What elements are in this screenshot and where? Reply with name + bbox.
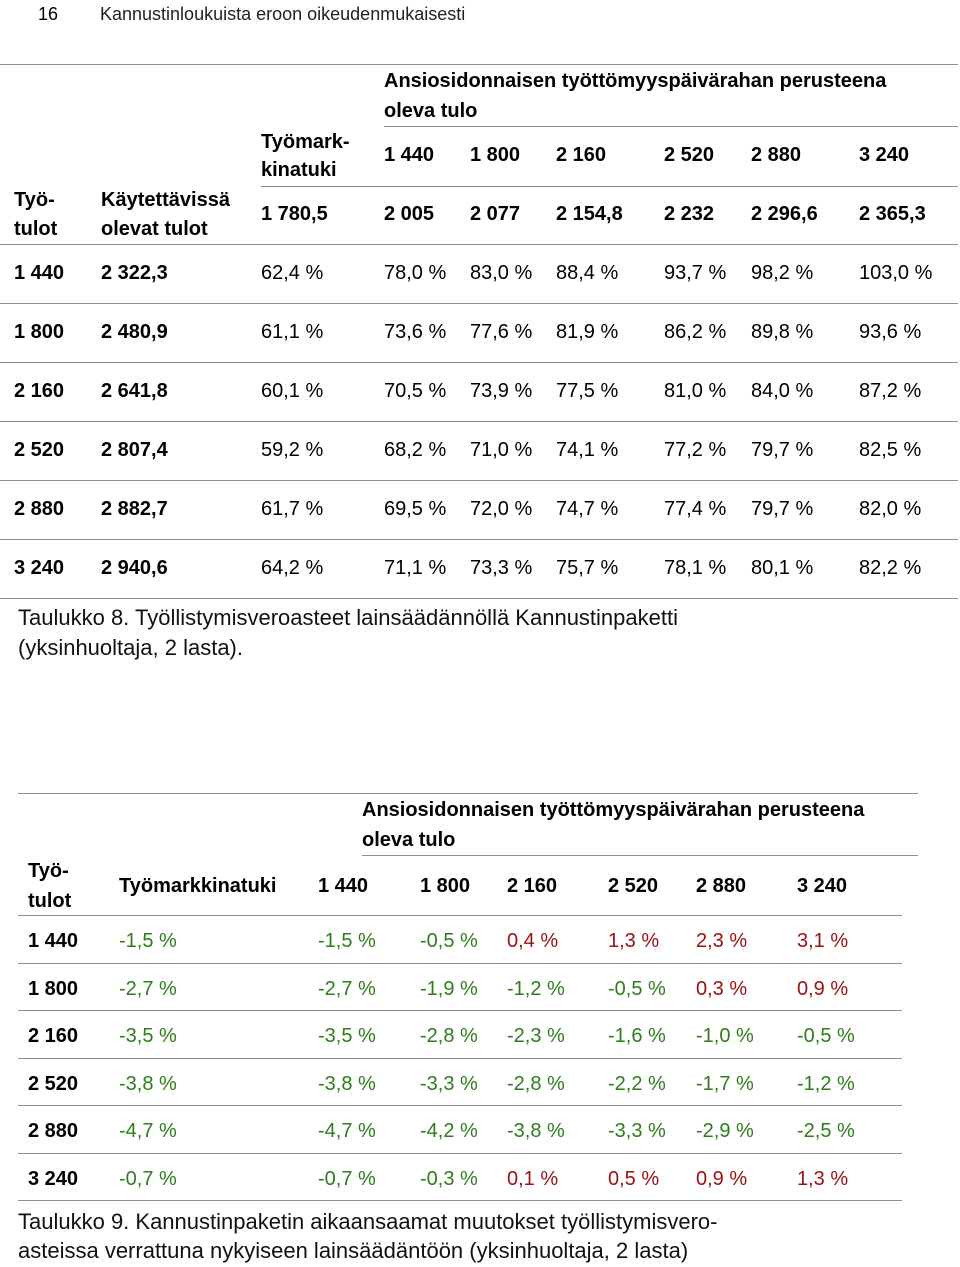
row-change-cell: -1,9 % (420, 977, 478, 1000)
income-col-header: 3 240 (859, 144, 910, 166)
row-rate-cell: 86,2 % (664, 321, 727, 343)
row-tyomark-change: -2,7 % (119, 977, 177, 1000)
income-available-value: 2 005 (384, 203, 435, 225)
row-tyomark-rate: 60,1 % (261, 380, 324, 402)
income-col-header: 2 880 (696, 875, 747, 897)
row-work-income: 2 160 (28, 1025, 79, 1047)
row-rate-cell: 69,5 % (384, 498, 447, 520)
header-group-line1: Ansiosidonnaisen työttömyyspäivärahan perusteena (362, 799, 865, 821)
income-col-header: 1 440 (318, 875, 369, 897)
row-change-cell: -0,5 % (797, 1025, 855, 1047)
row-rate-cell: 77,2 % (664, 439, 727, 461)
row-work-income: 1 440 (14, 262, 65, 284)
col-tyomark-line2: kinatuki (261, 159, 337, 181)
row-rate-cell: 70,5 % (384, 380, 447, 402)
row-change-cell: -0,5 % (608, 977, 666, 1000)
row-rate-cell: 77,4 % (664, 498, 727, 520)
table-8-caption-line2: (yksinhuoltaja, 2 lasta). (18, 635, 243, 660)
row-change-cell: -1,5 % (318, 930, 376, 952)
income-col-header: 1 440 (384, 144, 435, 166)
row-change-cell: 0,1 % (507, 1167, 559, 1190)
table-8-caption-line1: Taulukko 8. Työllistymisveroasteet lainsäädännöllä Kannustinpaketti (18, 605, 678, 630)
row-tyomark-change: -1,5 % (119, 930, 177, 952)
row-rate-cell: 74,1 % (556, 439, 619, 461)
income-available-value: 2 296,6 (751, 203, 818, 225)
row-work-income: 1 800 (14, 321, 65, 343)
row-tyomark-change: -0,7 % (119, 1167, 177, 1190)
income-col-header: 3 240 (797, 875, 848, 897)
row-available-income: 2 322,3 (101, 262, 168, 284)
row-available-income: 2 940,6 (101, 557, 168, 579)
row-available-income: 2 882,7 (101, 498, 168, 520)
row-change-cell: -0,5 % (420, 930, 478, 952)
table-rule (0, 421, 958, 422)
row-rate-cell: 78,1 % (664, 557, 727, 579)
row-work-income: 1 440 (28, 930, 79, 952)
row-tyomark-change: -3,5 % (119, 1025, 177, 1047)
income-col-header: 2 880 (751, 144, 802, 166)
row-change-cell: -4,2 % (420, 1120, 478, 1142)
table-rule (18, 1010, 902, 1011)
income-col-header: 2 160 (556, 144, 607, 166)
row-rate-cell: 79,7 % (751, 439, 814, 461)
col-kaytettavissa-line2: olevat tulot (101, 218, 208, 240)
row-change-cell: 0,9 % (696, 1167, 748, 1190)
table-rule (18, 1200, 902, 1201)
row-rate-cell: 80,1 % (751, 557, 814, 579)
table-rule (0, 64, 958, 65)
row-rate-cell: 73,6 % (384, 321, 447, 343)
header-group-line1: Ansiosidonnaisen työttömyyspäivärahan perusteena (384, 70, 887, 92)
row-change-cell: 0,5 % (608, 1167, 660, 1190)
row-change-cell: -1,2 % (797, 1072, 855, 1095)
col-tyomark-line1: Työmark- (261, 131, 350, 153)
row-rate-cell: 98,2 % (751, 262, 814, 284)
row-tyomark-rate: 62,4 % (261, 262, 324, 284)
row-change-cell: 3,1 % (797, 930, 849, 952)
row-change-cell: 2,3 % (696, 930, 748, 952)
row-rate-cell: 93,7 % (664, 262, 727, 284)
row-change-cell: -3,3 % (608, 1120, 666, 1142)
income-col-header: 2 160 (507, 875, 558, 897)
table-rule (18, 1105, 902, 1106)
row-rate-cell: 103,0 % (859, 262, 933, 284)
row-rate-cell: 77,6 % (470, 321, 533, 343)
row-rate-cell: 75,7 % (556, 557, 619, 579)
row-change-cell: 0,9 % (797, 977, 849, 1000)
table-rule (18, 915, 902, 916)
row-rate-cell: 71,0 % (470, 439, 533, 461)
col-kaytettavissa-line1: Käytettävissä (101, 189, 230, 211)
row-rate-cell: 79,7 % (751, 498, 814, 520)
table-rule (362, 855, 918, 856)
income-col-header: 1 800 (420, 875, 471, 897)
page-number: 16 (38, 4, 59, 24)
row-change-cell: 0,4 % (507, 930, 559, 952)
income-col-header: 1 800 (470, 144, 521, 166)
col-tyotulot-line2: tulot (28, 890, 72, 912)
col-tyotulot-line2: tulot (14, 218, 58, 240)
table-rule (18, 1058, 902, 1059)
row-tyomark-rate: 59,2 % (261, 439, 324, 461)
row-rate-cell: 77,5 % (556, 380, 619, 402)
table-rule (18, 963, 902, 964)
row-rate-cell: 84,0 % (751, 380, 814, 402)
row-tyomark-change: -4,7 % (119, 1120, 177, 1142)
row-available-income: 2 807,4 (101, 439, 168, 461)
income-available-value: 2 232 (664, 203, 715, 225)
row-work-income: 2 520 (14, 439, 65, 461)
row-tyomark-change: -3,8 % (119, 1072, 177, 1095)
row-work-income: 1 800 (28, 977, 79, 1000)
row-rate-cell: 83,0 % (470, 262, 533, 284)
row-change-cell: -2,5 % (797, 1120, 855, 1142)
row-work-income: 2 880 (28, 1120, 79, 1142)
row-change-cell: -0,3 % (420, 1167, 478, 1190)
row-available-income: 2 641,8 (101, 380, 168, 402)
table-rule (0, 303, 958, 304)
table-9-caption-line1: Taulukko 9. Kannustinpaketin aikaansaamat muutokset työllistymisvero- (18, 1209, 718, 1234)
row-rate-cell: 93,6 % (859, 321, 922, 343)
row-work-income: 2 880 (14, 498, 65, 520)
row-rate-cell: 89,8 % (751, 321, 814, 343)
row-change-cell: -1,2 % (507, 977, 565, 1000)
running-title: Kannustinloukuista eroon oikeudenmukaisesti (100, 4, 466, 24)
row-rate-cell: 74,7 % (556, 498, 619, 520)
row-tyomark-rate: 61,1 % (261, 321, 324, 343)
income-available-value: 2 154,8 (556, 203, 623, 225)
row-change-cell: -3,8 % (318, 1072, 376, 1095)
row-rate-cell: 81,9 % (556, 321, 619, 343)
row-rate-cell: 82,0 % (859, 498, 922, 520)
row-change-cell: 1,3 % (608, 930, 660, 952)
row-change-cell: -1,0 % (696, 1025, 754, 1047)
header-group-line2: oleva tulo (384, 100, 478, 122)
tyomark-available: 1 780,5 (261, 203, 328, 225)
row-rate-cell: 82,5 % (859, 439, 922, 461)
row-rate-cell: 68,2 % (384, 439, 447, 461)
row-change-cell: -3,5 % (318, 1025, 376, 1047)
header-group-line2: oleva tulo (362, 829, 456, 851)
col-tyotulot-line1: Työ- (28, 860, 69, 882)
row-change-cell: 1,3 % (797, 1167, 849, 1190)
income-col-header: 2 520 (664, 144, 715, 166)
table-rule (384, 126, 958, 127)
row-rate-cell: 81,0 % (664, 380, 727, 402)
table-rule (0, 362, 958, 363)
row-work-income: 3 240 (14, 557, 65, 579)
table-rule (18, 793, 918, 794)
row-change-cell: -0,7 % (318, 1167, 376, 1190)
income-col-header: 2 520 (608, 875, 659, 897)
row-tyomark-rate: 61,7 % (261, 498, 324, 520)
row-change-cell: -2,8 % (420, 1025, 478, 1047)
row-rate-cell: 71,1 % (384, 557, 447, 579)
row-available-income: 2 480,9 (101, 321, 168, 343)
table-rule (261, 186, 958, 187)
table-rule (0, 539, 958, 540)
row-change-cell: -3,3 % (420, 1072, 478, 1095)
row-change-cell: -1,7 % (696, 1072, 754, 1095)
row-change-cell: -1,6 % (608, 1025, 666, 1047)
row-work-income: 3 240 (28, 1167, 79, 1190)
row-work-income: 2 520 (28, 1072, 79, 1095)
row-change-cell: -2,9 % (696, 1120, 754, 1142)
row-rate-cell: 73,3 % (470, 557, 533, 579)
row-rate-cell: 88,4 % (556, 262, 619, 284)
row-change-cell: -4,7 % (318, 1120, 376, 1142)
table-rule (18, 1153, 902, 1154)
row-change-cell: -2,7 % (318, 977, 376, 1000)
row-change-cell: -2,8 % (507, 1072, 565, 1095)
table-9-caption-line2: asteissa verrattuna nykyiseen lainsäädäntöön (yksinhuoltaja, 2 lasta) (18, 1238, 689, 1263)
row-change-cell: -2,3 % (507, 1025, 565, 1047)
row-rate-cell: 73,9 % (470, 380, 533, 402)
page-header (0, 0, 960, 32)
col-tyotulot-line1: Työ- (14, 189, 55, 211)
table-rule (0, 598, 958, 599)
row-rate-cell: 87,2 % (859, 380, 922, 402)
row-rate-cell: 78,0 % (384, 262, 447, 284)
row-tyomark-rate: 64,2 % (261, 557, 324, 579)
row-change-cell: -2,2 % (608, 1072, 666, 1095)
income-available-value: 2 365,3 (859, 203, 926, 225)
income-available-value: 2 077 (470, 203, 521, 225)
row-change-cell: -3,8 % (507, 1120, 565, 1142)
row-change-cell: 0,3 % (696, 977, 748, 1000)
table-rule (0, 480, 958, 481)
table-rule (0, 244, 958, 245)
row-rate-cell: 72,0 % (470, 498, 533, 520)
row-rate-cell: 82,2 % (859, 557, 922, 579)
row-work-income: 2 160 (14, 380, 65, 402)
col-tyomark: Työmarkkinatuki (119, 875, 277, 897)
